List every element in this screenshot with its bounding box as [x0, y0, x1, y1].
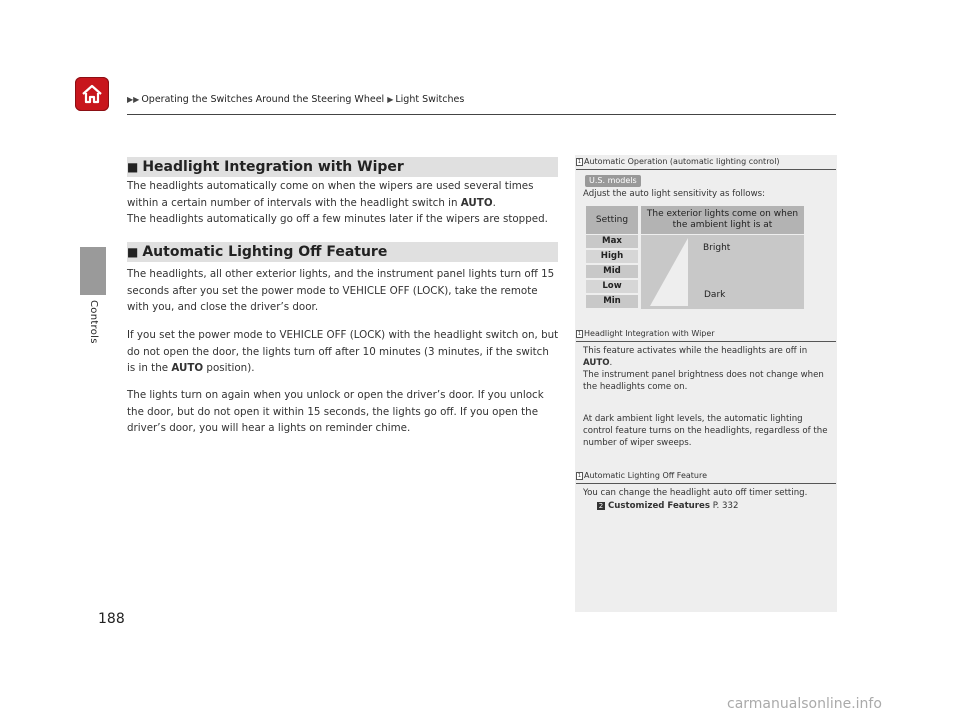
note-text: At dark ambient light levels, the automatic lighting control feature turns on the headlights, regardless of the number of wiper sweeps.	[583, 414, 828, 448]
note-icon: 1	[577, 159, 582, 165]
table-header-setting: Setting	[586, 206, 638, 234]
sidebar-tab-marker	[80, 247, 106, 295]
table-row-setting: High	[586, 250, 638, 263]
dark-label: Dark	[704, 290, 726, 300]
breadcrumb-arrow-icon: ▶▶	[127, 95, 140, 104]
body-paragraph: The lights turn on again when you unlock or open the driver’s door. If you unlock the door, but do not open it within 15 seconds, the lights go off. If you open the driver’s door, you will hear a lights on reminder chime.	[127, 389, 544, 434]
breadcrumb-item[interactable]: Light Switches	[395, 94, 465, 105]
breadcrumb-item[interactable]: Operating the Switches Around the Steering Wheel	[141, 94, 385, 105]
arrow-link-icon: 2	[598, 502, 604, 510]
page-number: 188	[98, 611, 125, 627]
note-rule	[576, 341, 836, 342]
note-rule	[576, 483, 836, 484]
section-heading: ■ Automatic Lighting Off Feature	[127, 242, 558, 262]
table-row-setting: Mid	[586, 265, 638, 278]
bright-label: Bright	[703, 243, 731, 253]
home-button[interactable]	[75, 77, 109, 111]
sensitivity-wedge-icon	[650, 238, 690, 306]
note-title: 1 Automatic Operation (automatic lighting control)	[577, 157, 780, 166]
note-rule	[576, 169, 836, 170]
note-text: Adjust the auto light sensitivity as follows:	[583, 189, 765, 199]
note-icon: 1	[577, 473, 582, 479]
note-text: This feature activates while the headlights are off in AUTO. The instrument panel brightness does not change when the headlights come on.	[583, 346, 824, 392]
note-text: You can change the headlight auto off timer setting.	[583, 488, 808, 498]
section-heading: ■ Headlight Integration with Wiper	[127, 157, 558, 177]
region-badge: U.S. models	[585, 175, 641, 187]
square-bullet-icon: ■	[127, 160, 139, 174]
table-row-setting: Max	[586, 235, 638, 248]
note-title: 1 Automatic Lighting Off Feature	[577, 471, 708, 480]
body-paragraph: The headlights, all other exterior lights, and the instrument panel lights turn off 15 seconds after you set the power mode to VEHICLE OFF (LOCK), take the remote with you, and close the driver’s door.	[127, 268, 555, 313]
note-title: 1 Headlight Integration with Wiper	[577, 329, 715, 338]
table-row-setting: Low	[586, 280, 638, 293]
square-bullet-icon: ■	[127, 245, 139, 259]
home-icon	[80, 82, 104, 106]
watermark: carmanualsonline.info	[727, 696, 882, 712]
breadcrumb-arrow-icon: ▶	[387, 95, 394, 104]
header-rule	[127, 114, 836, 115]
body-paragraph: If you set the power mode to VEHICLE OFF (LOCK) with the headlight switch on, but do not open the door, the lights turn off after 10 minutes (3 minutes, if the switch is in the AUTO position).	[127, 329, 559, 374]
cross-reference-link[interactable]: 2 Customized Features P. 332	[598, 501, 739, 511]
table-row-setting: Min	[586, 295, 638, 308]
body-paragraph: The headlights automatically come on when the wipers are used several times within a certain number of intervals with the headlight switch in AUTO. The headlights automatically go off a few minutes later if the wipers are stopped.	[127, 180, 548, 225]
table-header-ambient: The exterior lights come on when the ambient light is at	[641, 206, 804, 234]
breadcrumb	[127, 94, 464, 105]
note-icon: 1	[577, 331, 582, 337]
sidebar-section-label: Controls	[88, 300, 99, 344]
